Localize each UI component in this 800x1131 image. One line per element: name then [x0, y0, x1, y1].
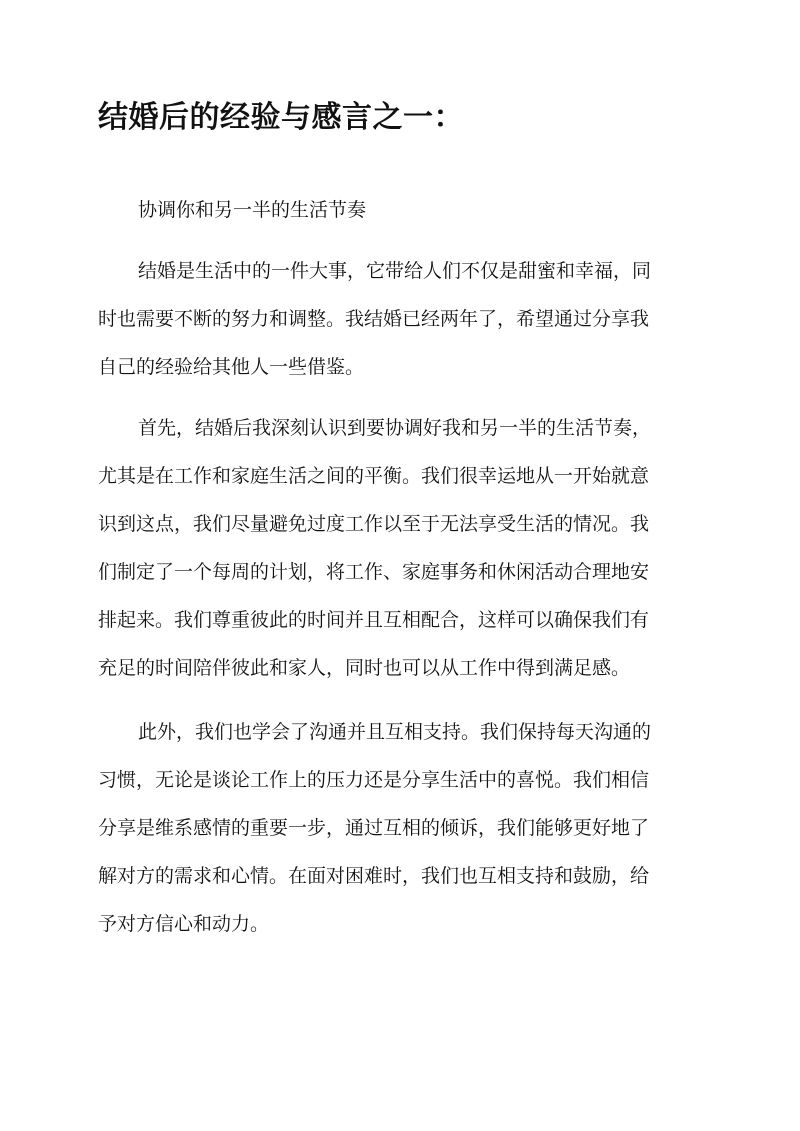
section-subtitle: 协调你和另一半的生活节奏	[138, 199, 367, 221]
paragraph-line: 予对方信心和动力。	[98, 913, 270, 935]
paragraph-line: 结婚是生活中的一件大事，它带给人们不仅是甜蜜和幸福，同	[138, 260, 652, 282]
page-title: 结婚后的经验与感言之一：	[98, 100, 464, 135]
paragraph-line: 习惯，无论是谈论工作上的压力还是分享生活中的喜悦。我们相信	[98, 769, 650, 791]
paragraph-line: 分享是维系感情的重要一步，通过互相的倾诉，我们能够更好地了	[98, 817, 650, 839]
paragraph-line: 们制定了一个每周的计划，将工作、家庭事务和休闲活动合理地安	[98, 561, 650, 583]
paragraph-line: 充足的时间陪伴彼此和家人，同时也可以从工作中得到满足感。	[98, 657, 631, 679]
paragraph-line: 首先，结婚后我深刻认识到要协调好我和另一半的生活节奏，	[138, 417, 652, 439]
paragraph-line: 解对方的需求和心情。在面对困难时，我们也互相支持和鼓励，给	[98, 865, 650, 887]
paragraph-line: 识到这点，我们尽量避免过度工作以至于无法享受生活的情况。我	[98, 513, 650, 535]
paragraph-line: 时也需要不断的努力和调整。我结婚已经两年了，希望通过分享我	[98, 308, 650, 330]
paragraph-line: 自己的经验给其他人一些借鉴。	[98, 356, 365, 378]
paragraph-line: 排起来。我们尊重彼此的时间并且互相配合，这样可以确保我们有	[98, 609, 650, 631]
paragraph-line: 此外，我们也学会了沟通并且互相支持。我们保持每天沟通的	[138, 721, 652, 743]
paragraph-line: 尤其是在工作和家庭生活之间的平衡。我们很幸运地从一开始就意	[98, 465, 650, 487]
